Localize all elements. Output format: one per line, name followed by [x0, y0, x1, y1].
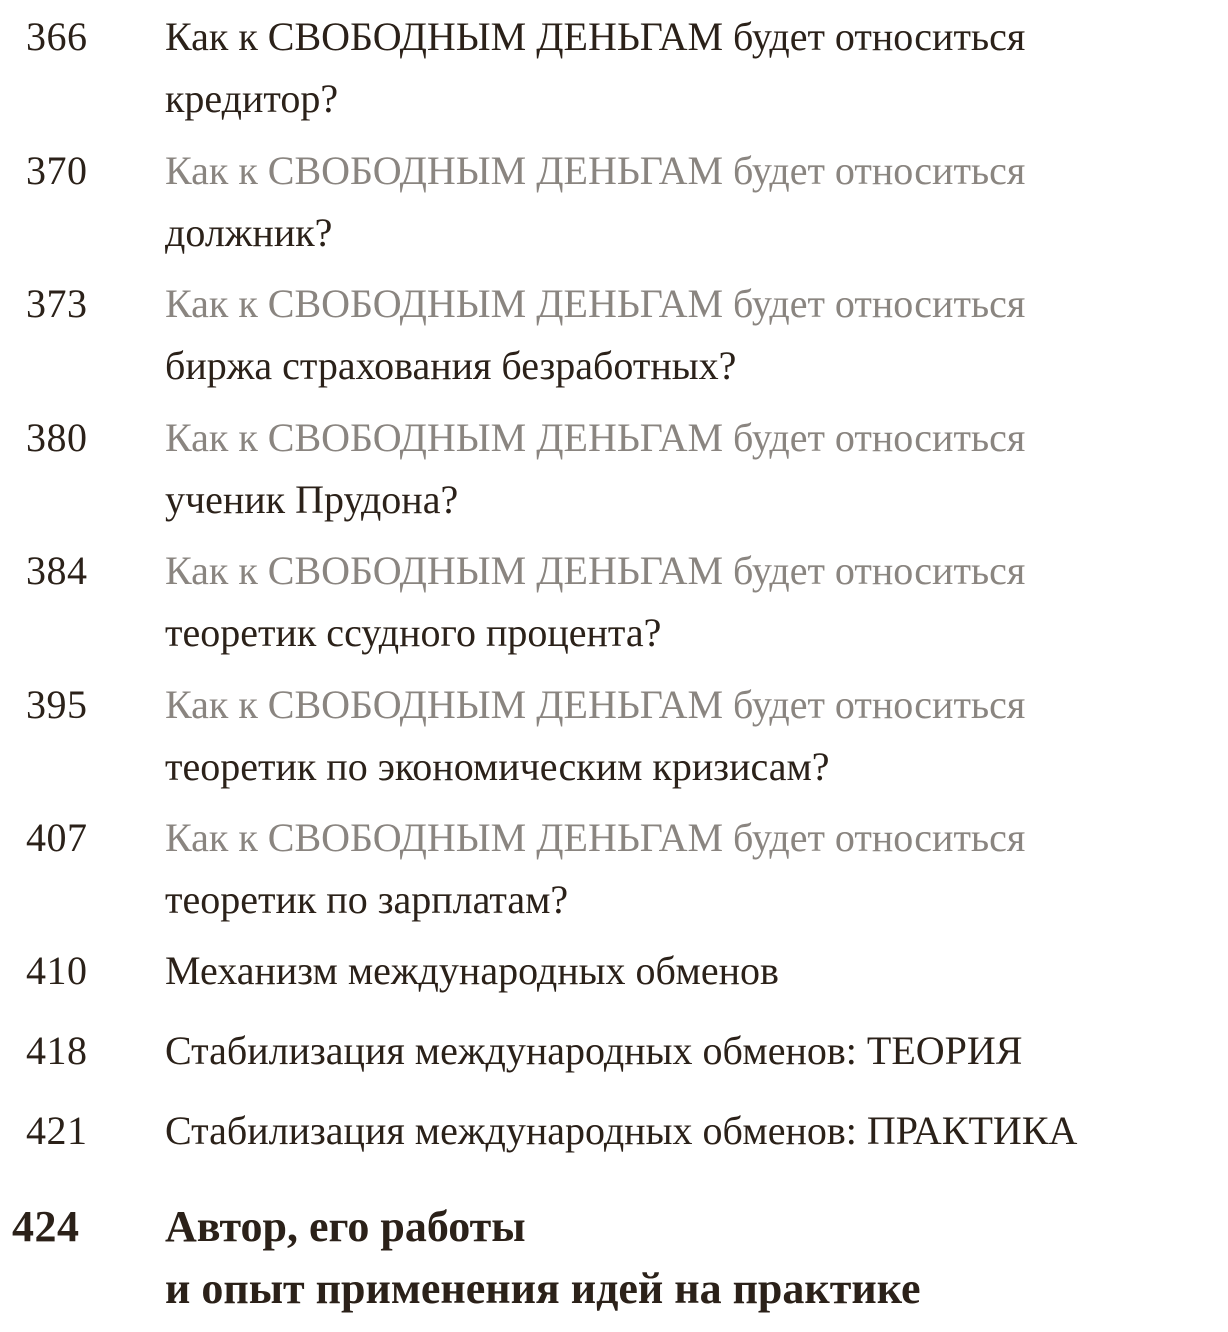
toc-section-title — [165, 1196, 921, 1320]
toc-entry-title-line: ученик Прудона? — [165, 477, 459, 522]
toc-entry-title-line: биржа страхования безработных? — [165, 343, 737, 388]
toc-entry-title-line: теоретик по зарплатам? — [165, 877, 569, 922]
toc-entry-title-line: Как к СВОБОДНЫМ ДЕНЬГАМ будет относиться — [165, 14, 1026, 59]
toc-entry-title-line: теоретик по экономическим кризисам? — [165, 744, 830, 789]
toc-entry-title-line: Как к СВОБОДНЫМ ДЕНЬГАМ будет относиться — [165, 548, 1026, 593]
toc-entry-title-line: Механизм международных обменов — [165, 948, 779, 993]
toc-entry-title — [165, 407, 1025, 531]
toc-entry-title-line: Как к СВОБОДНЫМ ДЕНЬГАМ будет относиться — [165, 281, 1026, 326]
toc-page-number: 395 — [26, 682, 88, 727]
toc-section-title-line: Автор, его работы — [165, 1202, 526, 1251]
toc-section-page-number: 424 — [12, 1202, 80, 1251]
toc-page-number: 384 — [26, 548, 88, 593]
toc-page-number: 380 — [26, 415, 88, 460]
toc-page-number: 410 — [26, 948, 88, 993]
toc-entry-title-line: Стабилизация международных обменов: ТЕОРИЯ — [165, 1028, 1023, 1073]
toc-entry-title — [165, 1020, 1022, 1082]
toc-entry-title — [165, 1100, 1077, 1162]
toc-entry-title-line: Как к СВОБОДНЫМ ДЕНЬГАМ будет относиться — [165, 682, 1026, 727]
toc-entry-title — [165, 273, 1025, 397]
toc-entry-title-line: Стабилизация международных обменов: ПРАКТИКА — [165, 1108, 1078, 1153]
toc-entry-title — [165, 6, 1025, 130]
toc-entry-title — [165, 140, 1025, 264]
toc-section-title-line: и опыт применения идей на практике — [165, 1264, 921, 1313]
toc-page-number: 373 — [26, 281, 88, 326]
toc-entry-title-line: Как к СВОБОДНЫМ ДЕНЬГАМ будет относиться — [165, 148, 1026, 193]
toc-entry-title — [165, 540, 1025, 664]
toc-page-number: 418 — [26, 1028, 88, 1073]
toc-entry-title-line: теоретик ссудного процента? — [165, 610, 662, 655]
toc-entry-title — [165, 674, 1025, 798]
toc-entry-title — [165, 940, 779, 1002]
toc-page-number: 421 — [26, 1108, 88, 1153]
toc-page-number: 407 — [26, 815, 88, 860]
toc-entry-title-line: кредитор? — [165, 76, 339, 121]
toc-entry-title-line: Как к СВОБОДНЫМ ДЕНЬГАМ будет относиться — [165, 415, 1026, 460]
toc-page-number: 366 — [26, 14, 88, 59]
toc-entry-title-line: Как к СВОБОДНЫМ ДЕНЬГАМ будет относиться — [165, 815, 1026, 860]
toc-entry-title — [165, 807, 1025, 931]
toc-page-number: 370 — [26, 148, 88, 193]
toc-entry-title-line: должник? — [165, 210, 333, 255]
